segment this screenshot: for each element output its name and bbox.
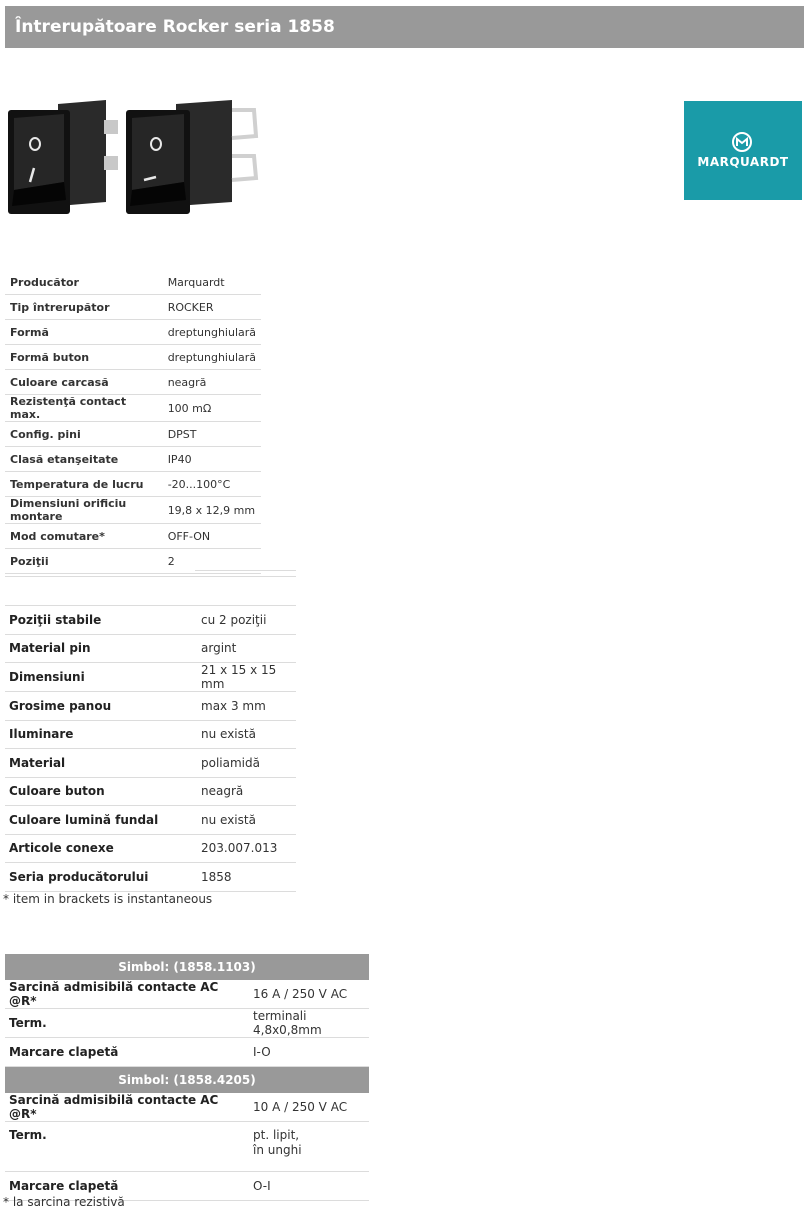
spec-value: 100 mΩ bbox=[163, 395, 261, 422]
table-row bbox=[5, 395, 261, 422]
spec-label: Poziţii bbox=[5, 549, 163, 574]
table-row bbox=[5, 295, 261, 320]
spec-label: Poziţii stabile bbox=[5, 606, 195, 635]
spec-label: Term. bbox=[5, 1122, 247, 1172]
spec-label: Sarcină admisibilă contacte AC @R* bbox=[5, 980, 247, 1009]
table-row bbox=[5, 806, 296, 835]
spec-label: Clasă etanşeitate bbox=[5, 447, 163, 472]
table-row bbox=[5, 1009, 369, 1038]
spec-value: poliamidă bbox=[195, 749, 296, 778]
table-row bbox=[5, 834, 296, 863]
table-row bbox=[5, 497, 261, 524]
spec-label: Rezistenţă contact max. bbox=[5, 395, 163, 422]
spec-label: Iluminare bbox=[5, 720, 195, 749]
spec-value: max 3 mm bbox=[195, 692, 296, 721]
spec-value: ROCKER bbox=[163, 295, 261, 320]
spec-value: nu există bbox=[195, 720, 296, 749]
spec-label: Grosime panou bbox=[5, 692, 195, 721]
spec-value: Marquardt bbox=[163, 270, 261, 295]
table-row bbox=[5, 345, 261, 370]
table-row bbox=[5, 720, 296, 749]
page-title: Întrerupătoare Rocker seria 1858 bbox=[5, 6, 804, 48]
spec-value: terminali 4,8x0,8mm bbox=[247, 1009, 369, 1038]
spec-label: Dimensiuni bbox=[5, 663, 195, 692]
table-row bbox=[5, 270, 261, 295]
table-row bbox=[5, 524, 261, 549]
table-row bbox=[5, 634, 296, 663]
spec-label: Culoare carcasă bbox=[5, 370, 163, 395]
spec-value: 21 x 15 x 15 mm bbox=[195, 663, 296, 692]
spec-label: Producător bbox=[5, 270, 163, 295]
footnote-resistive: * la sarcina rezistivă bbox=[3, 1195, 125, 1209]
table-row bbox=[5, 663, 296, 692]
spec-label: Seria producătorului bbox=[5, 863, 195, 892]
spec-value: 10 A / 250 V AC bbox=[247, 1093, 369, 1122]
spec-label: Sarcină admisibilă contacte AC @R* bbox=[5, 1093, 247, 1122]
spec-label: Term. bbox=[5, 1009, 247, 1038]
table-row bbox=[5, 422, 261, 447]
marquardt-logo-text: MARQUARDT bbox=[697, 155, 789, 169]
spec-value: neagră bbox=[195, 777, 296, 806]
spec-label: Dimensiuni orificiu montare bbox=[5, 497, 163, 524]
spec-value: cu 2 poziţii bbox=[195, 606, 296, 635]
spec-label: Material pin bbox=[5, 634, 195, 663]
spec-label: Culoare buton bbox=[5, 777, 195, 806]
spec-value: 19,8 x 12,9 mm bbox=[163, 497, 261, 524]
footnote-instantaneous: * item in brackets is instantaneous bbox=[3, 892, 213, 906]
table-row bbox=[5, 606, 296, 635]
spec-label: Config. pini bbox=[5, 422, 163, 447]
spec-label: Tip întrerupător bbox=[5, 295, 163, 320]
table-row bbox=[5, 692, 296, 721]
spec-value: 2 bbox=[163, 549, 261, 574]
spec-label: Marcare clapetă bbox=[5, 1038, 247, 1067]
spec-label: Articole conexe bbox=[5, 834, 195, 863]
spec-label: Mod comutare* bbox=[5, 524, 163, 549]
spec-label: Culoare lumină fundal bbox=[5, 806, 195, 835]
table-row bbox=[5, 1122, 369, 1172]
symbol-header: Simbol: (1858.4205) bbox=[5, 1067, 369, 1093]
spec-value: -20...100°C bbox=[163, 472, 261, 497]
table-row bbox=[5, 777, 296, 806]
symbol-header: Simbol: (1858.1103) bbox=[5, 954, 369, 980]
table-row bbox=[5, 863, 296, 892]
table-row bbox=[5, 1093, 369, 1122]
rocker-switch-image-2 bbox=[126, 100, 256, 214]
table-row bbox=[5, 447, 261, 472]
rocker-switch-image-1 bbox=[8, 100, 118, 214]
spec-label: Marcare clapetă bbox=[5, 1172, 247, 1201]
spec-value: 16 A / 250 V AC bbox=[247, 980, 369, 1009]
spec-value: OFF-ON bbox=[163, 524, 261, 549]
spec-value-line: în unghi bbox=[253, 1143, 302, 1157]
spec-value: argint bbox=[195, 634, 296, 663]
spec-value bbox=[247, 1122, 369, 1172]
primary-specs-table bbox=[5, 270, 261, 574]
spec-value: IP40 bbox=[163, 447, 261, 472]
table-divider bbox=[5, 576, 296, 577]
symbol-table-1858-4205 bbox=[5, 1067, 369, 1201]
spec-label: Material bbox=[5, 749, 195, 778]
spec-value: DPST bbox=[163, 422, 261, 447]
marquardt-logo bbox=[684, 101, 802, 200]
spec-value: dreptunghiulară bbox=[163, 320, 261, 345]
spec-value: nu există bbox=[195, 806, 296, 835]
secondary-specs-table bbox=[5, 605, 296, 892]
symbol-table-1858-1103 bbox=[5, 954, 369, 1067]
spec-label: Temperatura de lucru bbox=[5, 472, 163, 497]
spec-value: 1858 bbox=[195, 863, 296, 892]
table-row bbox=[5, 749, 296, 778]
spec-label: Formă buton bbox=[5, 345, 163, 370]
product-photo bbox=[6, 96, 262, 216]
spec-label: Formă bbox=[5, 320, 163, 345]
spec-value: 203.007.013 bbox=[195, 834, 296, 863]
spec-value: neagră bbox=[163, 370, 261, 395]
table-row bbox=[5, 980, 369, 1009]
table-row bbox=[5, 370, 261, 395]
spec-value: dreptunghiulară bbox=[163, 345, 261, 370]
spec-value-line: pt. lipit, bbox=[253, 1128, 300, 1142]
spec-value: O-I bbox=[247, 1172, 369, 1201]
table-row bbox=[5, 1038, 369, 1067]
marquardt-logo-icon bbox=[730, 131, 754, 153]
table-row bbox=[5, 472, 261, 497]
table-divider bbox=[195, 570, 296, 571]
table-row bbox=[5, 320, 261, 345]
spec-value: I-O bbox=[247, 1038, 369, 1067]
